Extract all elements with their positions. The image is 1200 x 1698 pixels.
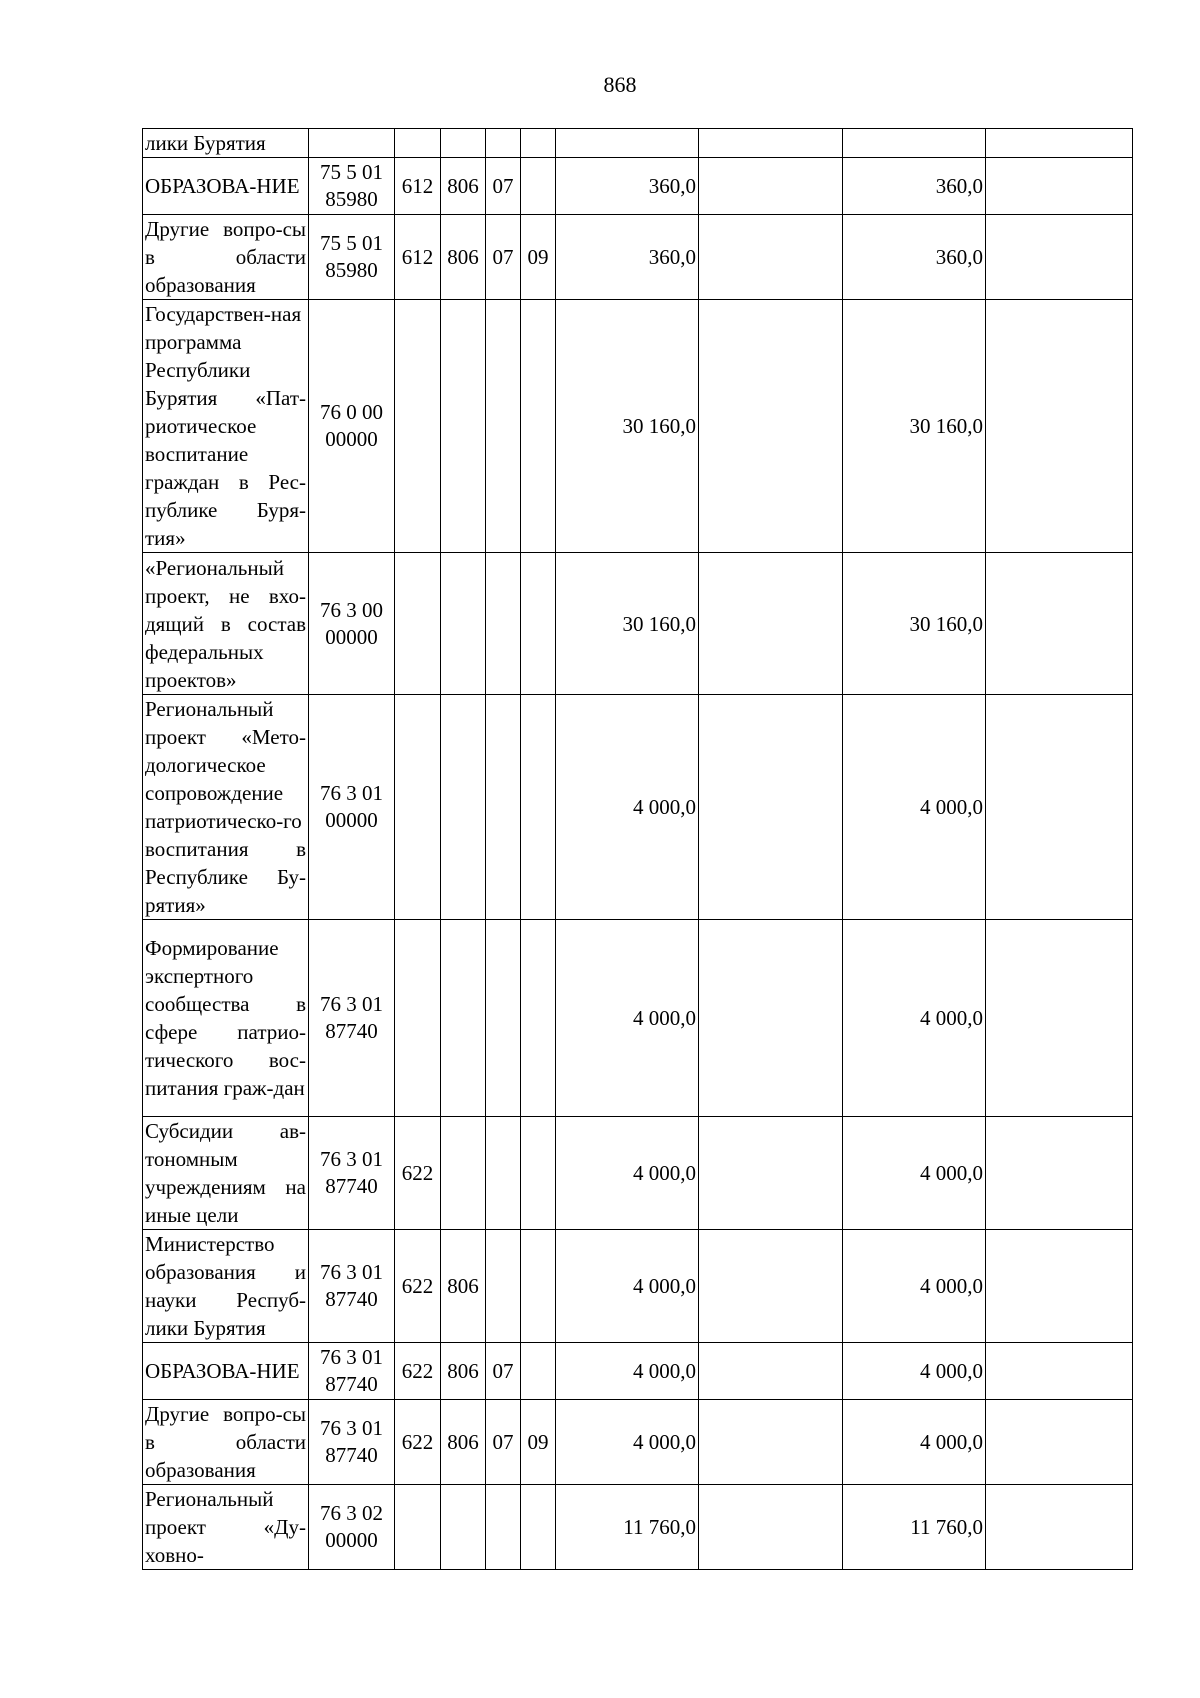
row-expense-type: 622: [395, 1400, 441, 1485]
row-amount-2: [699, 1485, 843, 1570]
row-expense-type: 612: [395, 215, 441, 300]
row-amount-4: [986, 300, 1133, 553]
row-amount-3: 4 000,0: [843, 920, 986, 1117]
table-row: [143, 1230, 1133, 1343]
page-number: 868: [603, 72, 637, 97]
row-amount-1: 11 760,0: [556, 1485, 699, 1570]
row-section: 07: [486, 1400, 521, 1485]
row-amount-2: [699, 215, 843, 300]
row-subsection: [521, 129, 556, 158]
row-section: [486, 129, 521, 158]
row-grbs: [441, 920, 486, 1117]
row-amount-2: [699, 129, 843, 158]
row-name: Региональный проект «Мето-дологическое сопровождение патриотическо-го воспитания в Республике Бу-рятия»: [143, 695, 309, 920]
row-amount-3: 4 000,0: [843, 1117, 986, 1230]
row-amount-1: 30 160,0: [556, 300, 699, 553]
table-row: [143, 1117, 1133, 1230]
row-amount-3: [843, 129, 986, 158]
row-section: [486, 1485, 521, 1570]
row-grbs: 806: [441, 1343, 486, 1400]
row-amount-4: [986, 1485, 1133, 1570]
row-grbs: 806: [441, 215, 486, 300]
row-name: «Региональный проект, не вхо-дящий в состав федеральных проектов»: [143, 553, 309, 695]
row-expense-type: [395, 695, 441, 920]
row-grbs: 806: [441, 158, 486, 215]
row-target-code: 76 3 02 00000: [309, 1485, 395, 1570]
row-target-code: 75 5 01 85980: [309, 215, 395, 300]
row-amount-1: 4 000,0: [556, 1117, 699, 1230]
row-amount-3: 360,0: [843, 158, 986, 215]
row-section: [486, 1230, 521, 1343]
row-section: [486, 1117, 521, 1230]
row-grbs: [441, 1485, 486, 1570]
row-name: Другие вопро-сы в области образования: [143, 1400, 309, 1485]
row-amount-4: [986, 695, 1133, 920]
row-subsection: [521, 158, 556, 215]
row-name: Государствен-ная программа Республики Бурятия «Пат-риотическое воспитание граждан в Рес-публике Буря-тия»: [143, 300, 309, 553]
row-section: 07: [486, 1343, 521, 1400]
row-section: [486, 553, 521, 695]
row-section: 07: [486, 215, 521, 300]
row-name: ОБРАЗОВА-НИЕ: [143, 158, 309, 215]
row-section: 07: [486, 158, 521, 215]
row-target-code: 76 3 01 87740: [309, 1117, 395, 1230]
row-amount-3: 4 000,0: [843, 1400, 986, 1485]
row-amount-4: [986, 215, 1133, 300]
row-expense-type: 612: [395, 158, 441, 215]
row-subsection: [521, 1230, 556, 1343]
row-amount-4: [986, 1343, 1133, 1400]
row-subsection: [521, 1343, 556, 1400]
row-section: [486, 920, 521, 1117]
row-amount-2: [699, 1230, 843, 1343]
row-amount-1: 360,0: [556, 158, 699, 215]
row-amount-4: [986, 553, 1133, 695]
row-expense-type: [395, 920, 441, 1117]
row-grbs: [441, 300, 486, 553]
row-subsection: [521, 920, 556, 1117]
row-amount-2: [699, 1343, 843, 1400]
row-amount-1: 360,0: [556, 215, 699, 300]
row-amount-1: 4 000,0: [556, 1400, 699, 1485]
row-name: Региональный проект «Ду-ховно-: [143, 1485, 309, 1570]
row-amount-3: 360,0: [843, 215, 986, 300]
row-expense-type: [395, 300, 441, 553]
row-amount-2: [699, 158, 843, 215]
table-row: [143, 158, 1133, 215]
row-name: ОБРАЗОВА-НИЕ: [143, 1343, 309, 1400]
row-expense-type: 622: [395, 1343, 441, 1400]
table-row: [143, 1343, 1133, 1400]
row-target-code: 76 3 01 87740: [309, 1230, 395, 1343]
table-row: [143, 695, 1133, 920]
row-grbs: 806: [441, 1400, 486, 1485]
row-subsection: [521, 1117, 556, 1230]
row-expense-type: [395, 1485, 441, 1570]
row-amount-2: [699, 1117, 843, 1230]
row-amount-4: [986, 1117, 1133, 1230]
row-name: Другие вопро-сы в области образования: [143, 215, 309, 300]
table-row: [143, 553, 1133, 695]
row-section: [486, 695, 521, 920]
row-amount-1: 4 000,0: [556, 920, 699, 1117]
row-subsection: [521, 1485, 556, 1570]
row-target-code: 76 3 00 00000: [309, 553, 395, 695]
row-grbs: 806: [441, 1230, 486, 1343]
row-amount-2: [699, 1400, 843, 1485]
row-amount-3: 30 160,0: [843, 300, 986, 553]
row-amount-1: 4 000,0: [556, 1230, 699, 1343]
table-row: [143, 300, 1133, 553]
row-amount-4: [986, 158, 1133, 215]
row-target-code: 75 5 01 85980: [309, 158, 395, 215]
row-target-code: 76 0 00 00000: [309, 300, 395, 553]
row-grbs: [441, 129, 486, 158]
row-amount-4: [986, 1400, 1133, 1485]
table-row: [143, 920, 1133, 1117]
row-subsection: 09: [521, 215, 556, 300]
row-target-code: 76 3 01 87740: [309, 920, 395, 1117]
table-row: [143, 215, 1133, 300]
row-grbs: [441, 553, 486, 695]
row-subsection: [521, 695, 556, 920]
row-target-code: 76 3 01 87740: [309, 1400, 395, 1485]
row-name: Субсидии ав-тономным учреждениям на иные цели: [143, 1117, 309, 1230]
table-body: [143, 129, 1133, 1570]
row-name: Формирование экспертного сообщества в сфере патрио-тического вос-питания граж-дан: [143, 920, 309, 1117]
row-expense-type: [395, 553, 441, 695]
table-row: [143, 1485, 1133, 1570]
row-section: [486, 300, 521, 553]
row-amount-3: 4 000,0: [843, 1343, 986, 1400]
row-amount-3: 4 000,0: [843, 1230, 986, 1343]
row-name: Министерство образования и науки Респуб-лики Бурятия: [143, 1230, 309, 1343]
row-amount-4: [986, 1230, 1133, 1343]
row-amount-1: [556, 129, 699, 158]
row-amount-1: 4 000,0: [556, 695, 699, 920]
row-expense-type: 622: [395, 1230, 441, 1343]
row-amount-4: [986, 129, 1133, 158]
row-grbs: [441, 695, 486, 920]
row-subsection: [521, 553, 556, 695]
row-amount-3: 4 000,0: [843, 695, 986, 920]
row-amount-3: 30 160,0: [843, 553, 986, 695]
budget-table: [142, 128, 1133, 1570]
row-amount-3: 11 760,0: [843, 1485, 986, 1570]
row-name: лики Бурятия: [143, 129, 309, 158]
row-amount-2: [699, 920, 843, 1117]
row-subsection: [521, 300, 556, 553]
row-amount-1: 30 160,0: [556, 553, 699, 695]
table-row: [143, 129, 1133, 158]
row-expense-type: [395, 129, 441, 158]
row-target-code: [309, 129, 395, 158]
row-amount-2: [699, 695, 843, 920]
row-subsection: 09: [521, 1400, 556, 1485]
row-amount-2: [699, 553, 843, 695]
row-target-code: 76 3 01 87740: [309, 1343, 395, 1400]
row-grbs: [441, 1117, 486, 1230]
row-target-code: 76 3 01 00000: [309, 695, 395, 920]
table-row: [143, 1400, 1133, 1485]
row-expense-type: 622: [395, 1117, 441, 1230]
row-amount-2: [699, 300, 843, 553]
row-amount-1: 4 000,0: [556, 1343, 699, 1400]
row-amount-4: [986, 920, 1133, 1117]
